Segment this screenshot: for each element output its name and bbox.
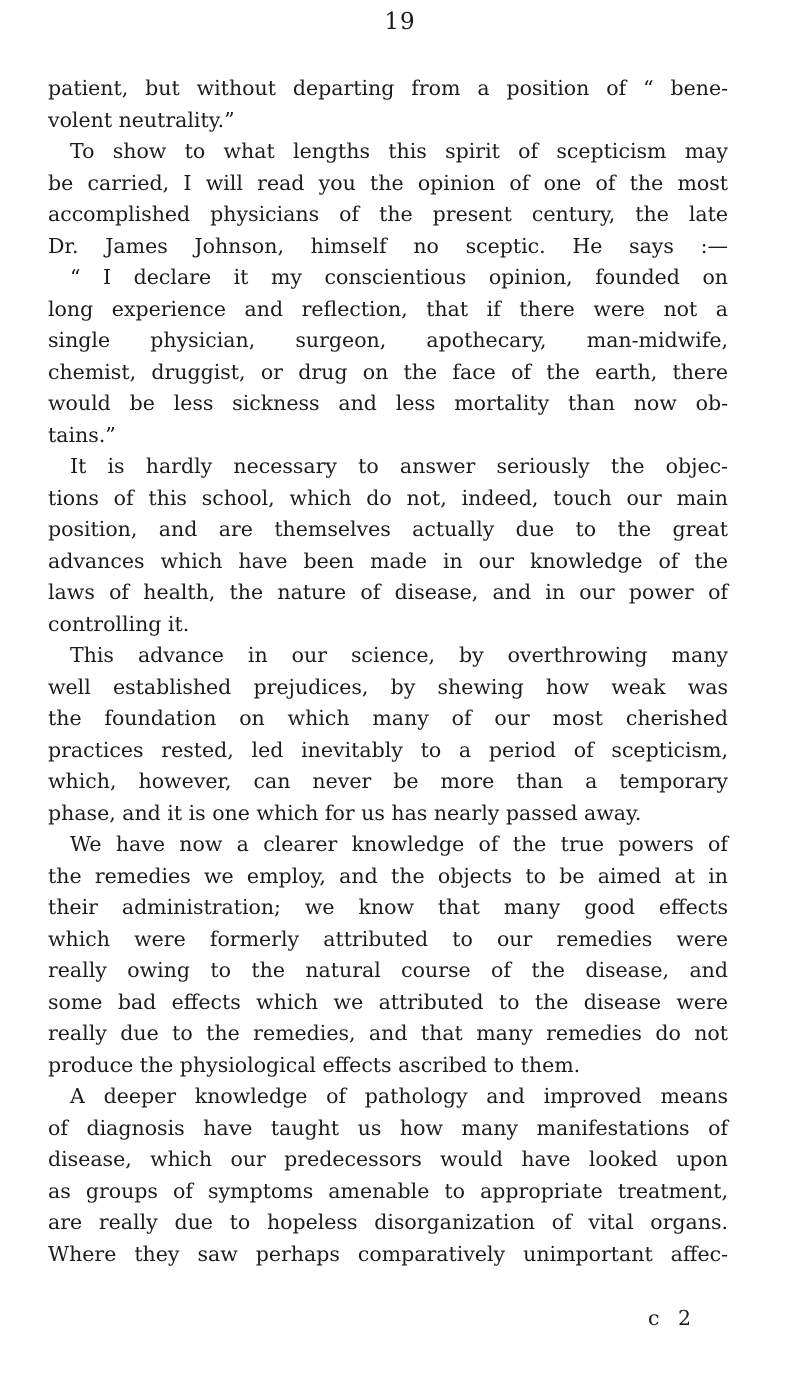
text-line: This advance in our science, by overthrowing many: [70, 643, 728, 667]
text-line: controlling it.: [48, 611, 190, 636]
text-line: It is hardly necessary to answer seriously the objec-: [70, 454, 728, 478]
text-line: tions of this school, which do not, indeed, touch our main: [48, 485, 728, 510]
text-line: “ I declare it my conscientious opinion, founded on: [70, 265, 728, 289]
text-line: which, however, can never be more than a temporary: [48, 769, 728, 793]
text-line: some bad effects which we attributed to the disease were: [48, 989, 728, 1014]
text-line: the foundation on which many of our most cherished: [48, 706, 728, 730]
text-line: long experience and reflection, that if there were not a: [48, 296, 728, 321]
text-line: Dr. James Johnson, himself no sceptic. He says :—: [48, 233, 728, 258]
text-line: phase, and it is one which for us has nearly passed away.: [48, 800, 642, 825]
text-line: well established prejudices, by shewing how weak was: [48, 674, 728, 699]
text-line: disease, which our predecessors would have looked upon: [48, 1147, 728, 1171]
text-line: We have now a clearer knowledge of the true powers of: [70, 832, 728, 856]
body-text: [48, 73, 728, 1270]
text-line: Where they saw perhaps comparatively unimportant affec-: [48, 1241, 728, 1266]
text-line: really due to the remedies, and that many remedies do not: [48, 1021, 728, 1045]
text-line: patient, but without departing from a position of “ bene-: [48, 76, 728, 100]
text-line: To show to what lengths this spirit of scepticism may: [70, 139, 728, 163]
text-line: produce the physiological effects ascribed to them.: [48, 1052, 581, 1077]
text-line: tains.”: [48, 422, 116, 447]
page-number: 19: [384, 9, 416, 35]
text-line: as groups of symptoms amenable to appropriate treatment,: [48, 1178, 728, 1203]
text-line: would be less sickness and less mortality than now ob-: [48, 391, 728, 415]
text-line: A deeper knowledge of pathology and improved means: [70, 1084, 728, 1108]
text-line: position, and are themselves actually due to the great: [48, 517, 728, 541]
text-line: volent neutrality.”: [48, 107, 235, 132]
text-line: laws of health, the nature of disease, and in our power of: [48, 580, 728, 604]
text-line: practices rested, led inevitably to a period of scepticism,: [48, 737, 728, 762]
text-line: are really due to hopeless disorganization of vital organs.: [48, 1210, 728, 1234]
text-line: be carried, I will read you the opinion of one of the most: [48, 170, 728, 195]
text-line: really owing to the natural course of the disease, and: [48, 958, 728, 982]
signature-mark: c 2: [648, 1306, 698, 1330]
text-line: the remedies we employ, and the objects to be aimed at in: [48, 863, 728, 888]
text-line: chemist, druggist, or drug on the face of the earth, there: [48, 359, 728, 384]
text-line: which were formerly attributed to our remedies were: [48, 926, 728, 951]
text-line: of diagnosis have taught us how many manifestations of: [48, 1115, 728, 1140]
text-line: accomplished physicians of the present century, the late: [48, 202, 728, 226]
text-line: advances which have been made in our knowledge of the: [48, 548, 728, 573]
text-line: single physician, surgeon, apothecary, man-midwife,: [48, 328, 728, 352]
text-line: their administration; we know that many good effects: [48, 895, 728, 919]
